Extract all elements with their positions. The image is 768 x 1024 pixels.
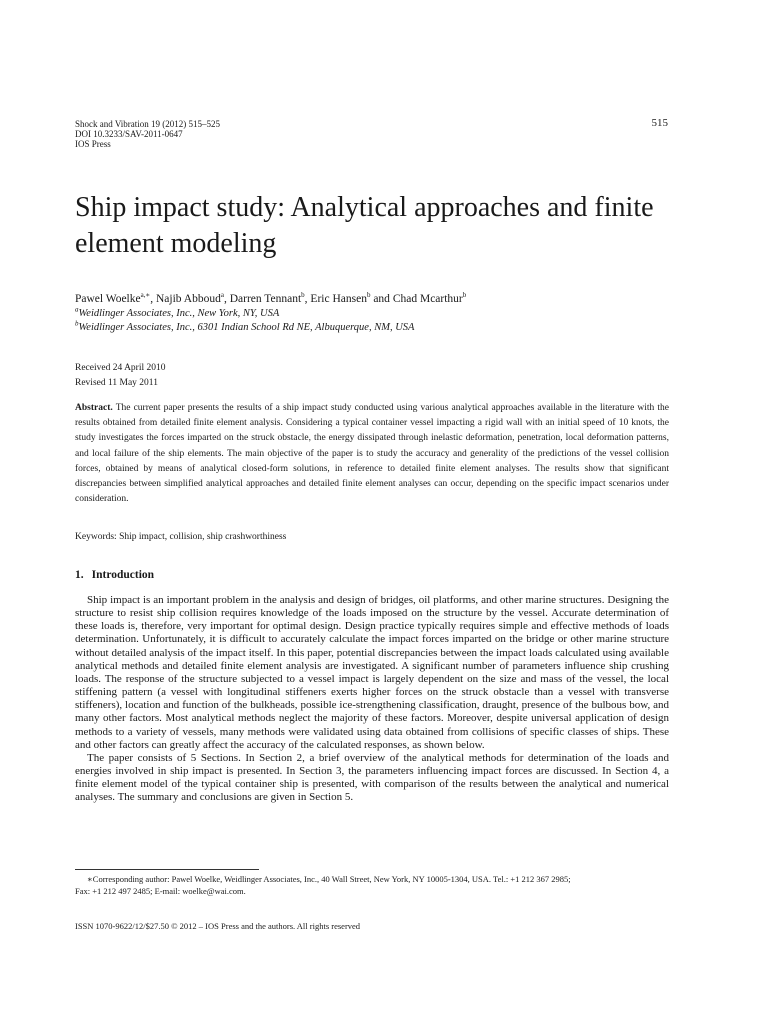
affiliation-b [75,321,414,335]
author: Eric Hansen [310,293,367,305]
received-date: Received 24 April 2010 [75,363,166,373]
revised-date: Revised 11 May 2011 [75,378,158,388]
footnote-line: Fax: +1 212 497 2485; E-mail: woelke@wai.com. [75,886,246,896]
author-separator: , [304,293,311,305]
footnote-rule [75,869,259,870]
author: Chad Mcarthur [392,293,463,305]
paper-title: Ship impact study: Analytical approaches and finite element modeling [75,192,654,259]
affiliation-text: Weidlinger Associates, Inc., New York, NY, USA [78,308,280,319]
author: Najib Abboud [155,293,221,305]
section-heading [75,569,162,581]
author-separator: and [370,293,393,305]
abstract-text: The current paper presents the results of a ship impact study conducted using various analytical approaches available in the literature with the results obtained from detailed finite element analysis. Considering a typical container vessel impacting a rigid wall with an initial speed of 10 knots, the study investigates the forces imparted on the struck obstacle, the energy dissipated through inelastic deformation, penetration, local deformation patterns, and local failure of the ship elements. The main objective of the paper is to study the accuracy and generality of the predictions of the vessel collision forces, obtained by means of analytical closed-form solutions, in reference to detailed finite element analyses. The results show that significant discrepancies between simplified analytical approaches and detailed finite element analyses can occur, depending on the specific impact scenarios under consideration. [75,403,669,505]
affiliation-mark: b [75,319,79,328]
page-number: 515 [651,117,668,129]
footnote [75,873,669,897]
abstract-label: Abstract. [75,403,113,413]
copyright-line: ISSN 1070-9622/12/$27.50 © 2012 – IOS Press and the authors. All rights reserved [75,921,361,931]
author: Pawel Woelke [75,293,141,305]
author-affiliation-mark: a [220,291,224,300]
section-body [75,594,669,805]
author: Darren Tennant [229,293,302,305]
keywords: Keywords: Ship impact, collision, ship crashworthiness [75,532,287,542]
publisher: IOS Press [75,139,111,149]
affiliation-a [75,307,279,321]
footnote-line: ∗Corresponding author: Pawel Woelke, Weidlinger Associates, Inc., 40 Wall Street, New York, NY 10005-1304, USA. Tel.: +1 212 367 2985; [87,874,571,884]
author-affiliation-mark: b [366,291,371,300]
author-separator: , [223,293,230,305]
author-list [75,292,466,307]
section-number: 1. [75,569,84,581]
author-separator: , [150,293,156,305]
author-affiliation-mark: a,∗ [140,291,151,300]
author-affiliation-mark: b [462,291,467,300]
affiliation-mark: a [75,305,79,314]
abstract [75,401,669,507]
doi: DOI 10.3233/SAV-2011-0647 [75,129,183,139]
journal-citation: Shock and Vibration 19 (2012) 515–525 [75,119,221,129]
paragraph: The paper consists of 5 Sections. In Section 2, a brief overview of the analytical methods for determination of the loads and energies involved in ship impact is presented. In Section 3, the parameters influencing impact forces are discussed. In Section 4, a finite element model of the typical container ship is presented, with comparison of the results between the analytical and numerical analyses. The summary and conclusions are given in Section 5. [75,751,669,804]
section-title: Introduction [91,569,155,581]
affiliation-text: Weidlinger Associates, Inc., 6301 Indian School Rd NE, Albuquerque, NM, USA [78,322,415,333]
paragraph: Ship impact is an important problem in the analysis and design of bridges, oil platforms, and other marine structures. Designing the structure to resist ship collision requires knowledge of the loads imposed on the structure by the vessel. Accurate determination of these loads is, therefore, very important for optimal design. Design practice typically requires simple and effective methods of loads determination. Unfortunately, it is difficult to accurately calculate the impact forces imparted on the bridge or other marine structure without detailed analysis of the impact itself. In this paper, potential discrepancies between the impact loads calculated using available analytical methods and detailed finite element analysis are investigated. A significant number of parameters influence ship crushing loads. The response of the structure subjected to a vessel impact is largely dependent on the size and mass of the vessel, the local stiffening pattern (a vessel with longitudinal stiffeners exerts higher forces on the struck obstacle than a vessel with transverse stiffeners), location and function of the bulkheads, possible ice-strengthening classification, draught, presence of the bulbous bow, and many other factors. Most analytical methods neglect the majority of these factors. Moreover, despite universal application of design methods to a variety of vessels, many methods were validated using data obtained from collisions of specific classes of ships. These and other factors can greatly affect the accuracy of the calculated responses, as shown below. [75,594,669,751]
author-affiliation-mark: b [301,291,305,300]
